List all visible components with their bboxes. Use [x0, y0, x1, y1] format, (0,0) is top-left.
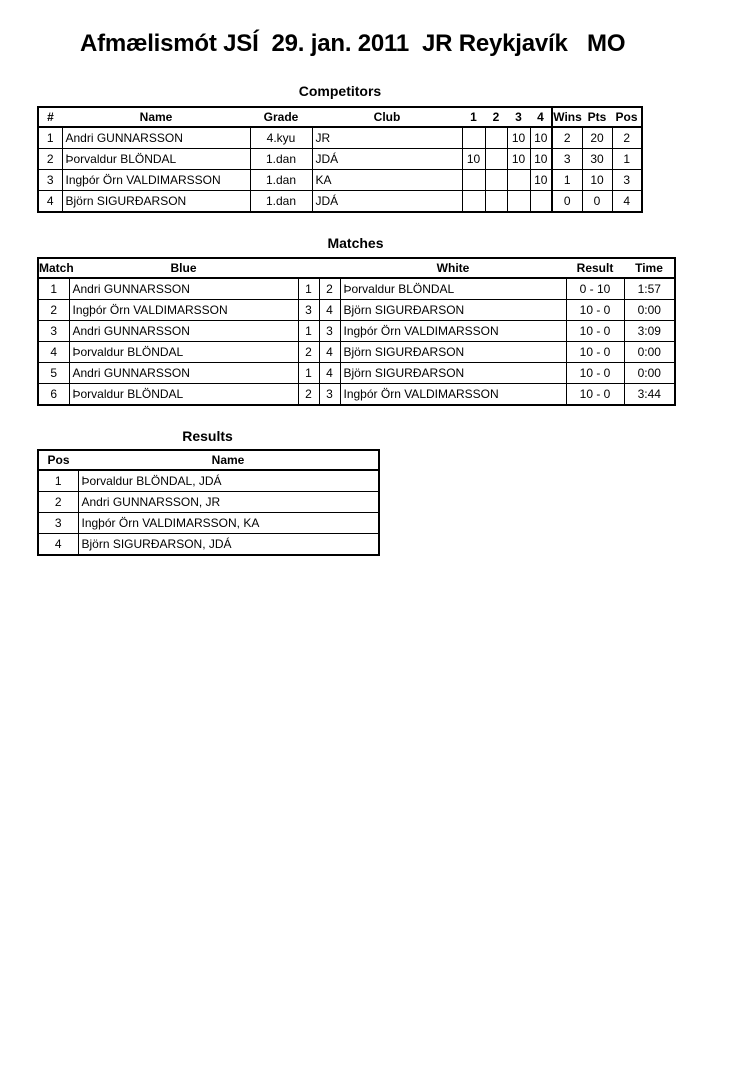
competitor-pos: 3: [612, 170, 642, 191]
header-club: Club: [373, 110, 401, 124]
competitor-score-2: [485, 149, 507, 170]
match-number: 5: [38, 363, 69, 384]
header-name: Name: [211, 453, 245, 467]
header-score-1: 1: [470, 110, 477, 124]
match-number: 1: [38, 278, 69, 300]
competitor-grade: 4.kyu: [250, 127, 312, 149]
result-row: [38, 534, 379, 556]
results-heading: Results: [182, 428, 233, 444]
page-title: Afmælismót JSÍ 29. jan. 2011 JR Reykjavík MO: [80, 30, 626, 57]
competitor-score-4: 10: [530, 170, 552, 191]
competitor-score-1: [462, 127, 485, 149]
header-grade: Grade: [263, 110, 299, 124]
match-blue-number: 1: [298, 278, 319, 300]
header-pos: Pos: [47, 453, 70, 467]
results-table: [37, 449, 380, 556]
competitor-name: Ingþór Örn VALDIMARSSON: [62, 170, 250, 191]
header-score-2: 2: [492, 110, 500, 124]
competitor-grade: 1.dan: [250, 149, 312, 170]
competitor-row: [38, 127, 642, 149]
competitors-table: [37, 106, 643, 213]
match-white-number: 4: [319, 342, 340, 363]
result-pos: 4: [38, 534, 78, 556]
match-white-number: 4: [319, 300, 340, 321]
competitor-grade: 1.dan: [250, 170, 312, 191]
match-white: Björn SIGURÐARSON: [340, 342, 566, 363]
matches-table: [37, 257, 676, 406]
match-row: [38, 384, 675, 406]
match-white-number: 2: [319, 278, 340, 300]
match-result: 0 - 10: [566, 278, 624, 300]
result-row: [38, 513, 379, 534]
matches-header-row: [38, 258, 675, 278]
match-blue: Þorvaldur BLÖNDAL: [69, 342, 298, 363]
competitor-name: Andri GUNNARSSON: [62, 127, 250, 149]
competitor-score-1: [462, 191, 485, 213]
result-name: Andri GUNNARSSON, JR: [78, 492, 379, 513]
match-white: Ingþór Örn VALDIMARSSON: [340, 321, 566, 342]
result-name: Björn SIGURÐARSON, JDÁ: [78, 534, 379, 556]
match-time: 3:44: [624, 384, 675, 406]
competitor-score-2: [485, 170, 507, 191]
competitors-header-row: [38, 107, 642, 127]
match-blue: Andri GUNNARSSON: [69, 278, 298, 300]
match-blue: Andri GUNNARSSON: [69, 363, 298, 384]
result-pos: 1: [38, 470, 78, 492]
competitor-row: [38, 170, 642, 191]
competitor-num: 3: [38, 170, 62, 191]
match-blue: Andri GUNNARSSON: [69, 321, 298, 342]
match-row: [38, 342, 675, 363]
competitor-club: JR: [312, 127, 462, 149]
match-time: 3:09: [624, 321, 675, 342]
match-blue: Ingþór Örn VALDIMARSSON: [69, 300, 298, 321]
header-score-4: 4: [537, 110, 544, 124]
competitor-score-3: 10: [507, 127, 530, 149]
match-blue-number: 3: [298, 300, 319, 321]
competitor-pts: 10: [582, 170, 612, 191]
match-time: 0:00: [624, 342, 675, 363]
match-number: 3: [38, 321, 69, 342]
match-blue-number: 1: [298, 363, 319, 384]
match-time: 0:00: [624, 363, 675, 384]
match-white-number: 3: [319, 321, 340, 342]
header-match: Match: [39, 261, 74, 275]
competitor-club: JDÁ: [312, 149, 462, 170]
competitor-pos: 4: [612, 191, 642, 213]
competitor-score-1: 10: [462, 149, 485, 170]
header-blue: Blue: [170, 261, 197, 275]
competitor-score-4: 10: [530, 149, 552, 170]
result-pos: 2: [38, 492, 78, 513]
competitor-pts: 30: [582, 149, 612, 170]
match-blue: Þorvaldur BLÖNDAL: [69, 384, 298, 406]
match-number: 4: [38, 342, 69, 363]
match-result: 10 - 0: [566, 300, 624, 321]
competitor-score-3: [507, 191, 530, 213]
competitor-wins: 2: [552, 127, 582, 149]
competitor-score-3: 10: [507, 149, 530, 170]
competitor-num: 4: [38, 191, 62, 213]
competitor-row: [38, 191, 642, 213]
competitor-score-1: [462, 170, 485, 191]
match-row: [38, 321, 675, 342]
competitor-num: 1: [38, 127, 62, 149]
match-white: Ingþór Örn VALDIMARSSON: [340, 384, 566, 406]
competitor-name: Þorvaldur BLÖNDAL: [62, 149, 250, 170]
match-blue-number: 1: [298, 321, 319, 342]
header-score-3: 3: [515, 110, 522, 124]
competitor-score-4: 10: [530, 127, 552, 149]
match-white: Björn SIGURÐARSON: [340, 363, 566, 384]
match-result: 10 - 0: [566, 342, 624, 363]
header-result: Result: [576, 261, 614, 275]
header-white: White: [436, 261, 470, 275]
competitor-name: Björn SIGURÐARSON: [62, 191, 250, 213]
match-blue-number: 2: [298, 384, 319, 406]
competitor-pos: 1: [612, 149, 642, 170]
results-header-row: [38, 450, 379, 470]
header-pos: Pos: [615, 110, 638, 124]
competitor-pts: 20: [582, 127, 612, 149]
result-row: [38, 492, 379, 513]
competitor-pts: 0: [582, 191, 612, 213]
competitor-club: KA: [312, 170, 462, 191]
competitor-pos: 2: [612, 127, 642, 149]
competitor-wins: 3: [552, 149, 582, 170]
match-row: [38, 363, 675, 384]
match-number: 6: [38, 384, 69, 406]
header-time: Time: [635, 261, 663, 275]
competitor-grade: 1.dan: [250, 191, 312, 213]
match-result: 10 - 0: [566, 321, 624, 342]
competitor-score-4: [530, 191, 552, 213]
match-row: [38, 300, 675, 321]
competitor-score-2: [485, 191, 507, 213]
competitor-num: 2: [38, 149, 62, 170]
match-time: 1:57: [624, 278, 675, 300]
competitor-wins: 0: [552, 191, 582, 213]
competitor-score-2: [485, 127, 507, 149]
match-row: [38, 278, 675, 300]
header-wins: Wins: [552, 107, 582, 127]
competitor-score-3: [507, 170, 530, 191]
match-white: Björn SIGURÐARSON: [340, 300, 566, 321]
result-name: Ingþór Örn VALDIMARSSON, KA: [78, 513, 379, 534]
match-white-number: 4: [319, 363, 340, 384]
match-result: 10 - 0: [566, 384, 624, 406]
match-white: Þorvaldur BLÖNDAL: [340, 278, 566, 300]
header-pts: Pts: [587, 110, 607, 124]
match-number: 2: [38, 300, 69, 321]
competitor-club: JDÁ: [312, 191, 462, 213]
matches-heading: Matches: [327, 235, 384, 251]
result-pos: 3: [38, 513, 78, 534]
header-name: Name: [139, 110, 173, 124]
match-white-number: 3: [319, 384, 340, 406]
match-time: 0:00: [624, 300, 675, 321]
result-name: Þorvaldur BLÖNDAL, JDÁ: [78, 470, 379, 492]
result-row: [38, 470, 379, 492]
header-num: #: [47, 110, 54, 124]
competitors-heading: Competitors: [298, 83, 382, 99]
competitor-row: [38, 149, 642, 170]
match-result: 10 - 0: [566, 363, 624, 384]
match-blue-number: 2: [298, 342, 319, 363]
competitor-wins: 1: [552, 170, 582, 191]
